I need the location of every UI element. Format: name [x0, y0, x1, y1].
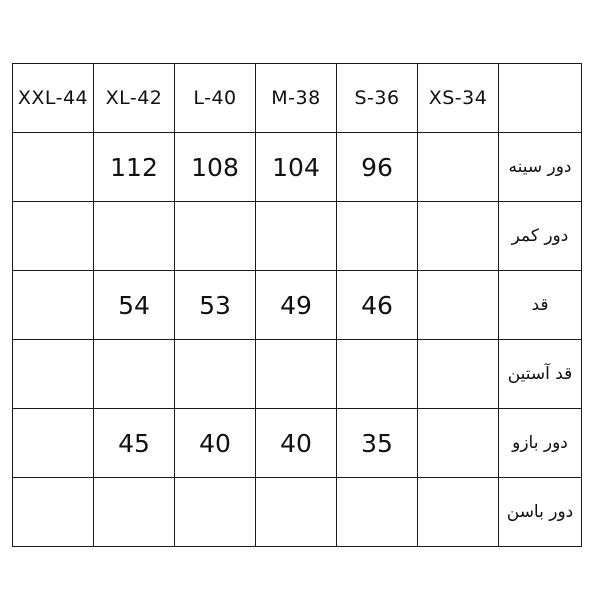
table-cell	[175, 202, 256, 271]
table-cell	[337, 340, 418, 409]
table-cell	[256, 202, 337, 271]
table-row	[13, 271, 582, 340]
table-cell	[418, 409, 499, 478]
size-header-xs: XS-34	[418, 64, 499, 133]
table-row	[13, 340, 582, 409]
table-cell	[175, 340, 256, 409]
table-row	[13, 409, 582, 478]
size-header-l: L-40	[175, 64, 256, 133]
row-label-sleeve-length: قد آستین	[499, 340, 582, 409]
table-cell: 54	[94, 271, 175, 340]
table-cell	[337, 478, 418, 547]
size-header-s: S-36	[337, 64, 418, 133]
size-header-xl: XL-42	[94, 64, 175, 133]
table-cell: 108	[175, 133, 256, 202]
table-cell	[13, 133, 94, 202]
table-cell: 104	[256, 133, 337, 202]
table-cell: 45	[94, 409, 175, 478]
table-cell	[418, 340, 499, 409]
table-cell	[13, 478, 94, 547]
table-row	[13, 133, 582, 202]
size-chart-table	[12, 63, 582, 547]
table-cell	[175, 478, 256, 547]
table-cell: 35	[337, 409, 418, 478]
table-cell: 40	[175, 409, 256, 478]
table-row	[13, 478, 582, 547]
table-cell	[13, 340, 94, 409]
table-cell	[13, 271, 94, 340]
table-cell: 53	[175, 271, 256, 340]
table-cell	[94, 478, 175, 547]
table-cell	[256, 340, 337, 409]
table-cell	[418, 271, 499, 340]
table-cell: 40	[256, 409, 337, 478]
table-row	[13, 202, 582, 271]
row-label-hip: دور باسن	[499, 478, 582, 547]
table-cell	[337, 202, 418, 271]
header-corner-cell	[499, 64, 582, 133]
table-cell	[13, 202, 94, 271]
row-label-chest: دور سینه	[499, 133, 582, 202]
row-label-length: قد	[499, 271, 582, 340]
table-cell: 46	[337, 271, 418, 340]
table-cell: 96	[337, 133, 418, 202]
table-cell	[256, 478, 337, 547]
row-label-waist: دور کمر	[499, 202, 582, 271]
table-cell: 112	[94, 133, 175, 202]
size-header-xxl: XXL-44	[13, 64, 94, 133]
table-cell: 49	[256, 271, 337, 340]
header-row	[13, 64, 582, 133]
size-header-m: M-38	[256, 64, 337, 133]
table-cell	[418, 133, 499, 202]
table-cell	[94, 202, 175, 271]
table-cell	[13, 409, 94, 478]
row-label-arm: دور بازو	[499, 409, 582, 478]
table-cell	[94, 340, 175, 409]
table-cell	[418, 202, 499, 271]
table-cell	[418, 478, 499, 547]
